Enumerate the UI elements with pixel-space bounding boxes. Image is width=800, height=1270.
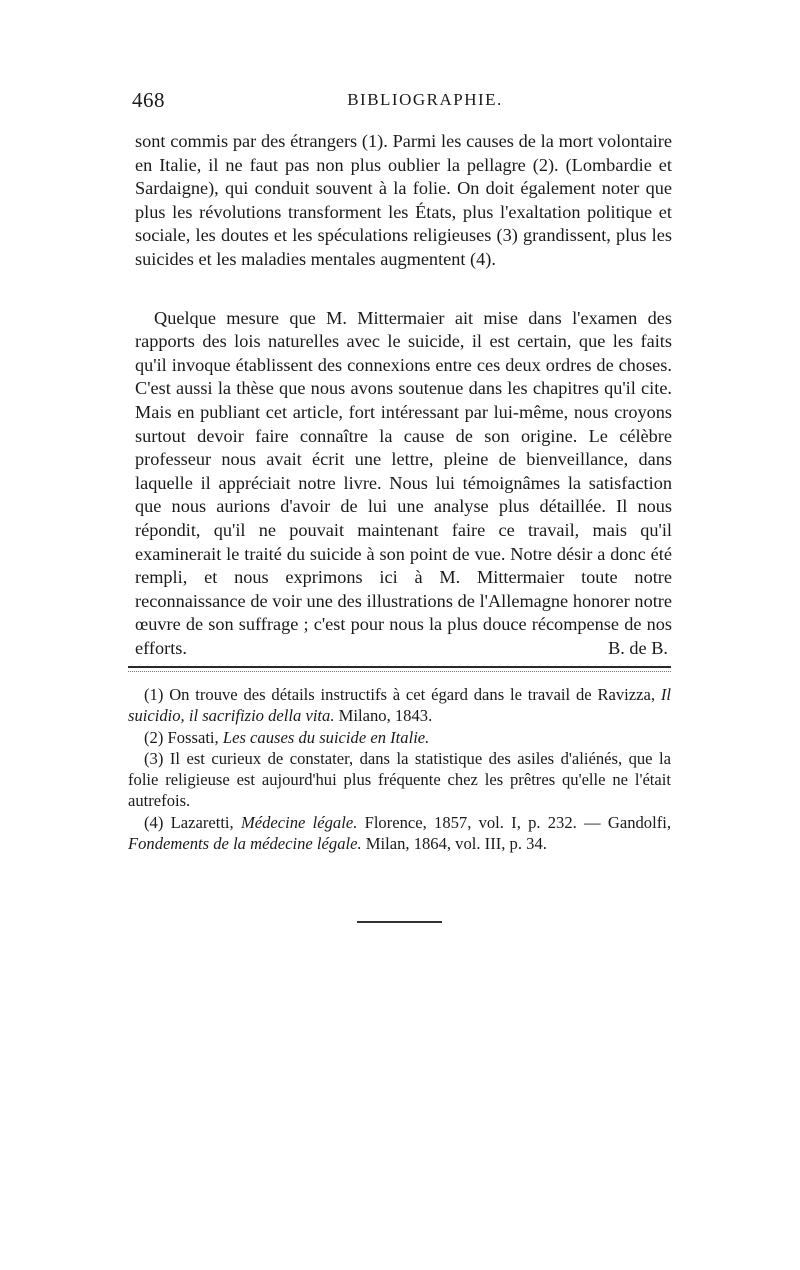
footnote-3-text: Il est curieux de constater, dans la statistique des asiles d'aliénés, que la folie religieuse est aujourd'hui plus fréquente chez les prêtres qu'elle ne l'était autrefois. (128, 748, 671, 811)
footnote-2 (128, 727, 671, 748)
footnote-1 (128, 684, 671, 727)
body-text (135, 130, 672, 660)
paragraph-1: sont commis par des étrangers (1). Parmi les causes de la mort volontaire en Italie, il ne faut pas non plus oublier la pellagre (2). (Lombardie et Sardaigne), qui conduit souvent à la folie. On doit également noter que plus les révolutions transforment les États, plus l'exaltation politique et sociale, les doutes et les spéculations religieuses (3) grandissent, plus les suicides et les maladies mentales augmentent (4). (135, 131, 672, 269)
footnote-4-text-b: Florence, 1857, vol. I, p. 232. — Gandolfi, (364, 812, 671, 832)
footnote-1-marker: (1) (144, 685, 164, 704)
footnote-1-title: Il suicidio, il sacrifizio della vita. (128, 685, 671, 726)
footnote-1-text: On trouve des détails instructifs à cet égard dans le travail de Ravizza, (169, 685, 656, 704)
footnotes (128, 684, 671, 854)
footnote-2-title: Les causes du suicide en Italie. (222, 727, 430, 747)
running-head: BIBLIOGRAPHIE. (347, 90, 503, 109)
footnote-2-marker: (2) (144, 727, 164, 747)
footnote-4 (128, 812, 671, 855)
footnote-4-text-c: Milan, 1864, vol. III, p. 34. (365, 834, 547, 854)
footnote-4-text-a: Lazaretti, (170, 812, 234, 832)
footnote-3-marker: (3) (144, 748, 164, 768)
page-header (130, 88, 670, 118)
page-number: 468 (132, 88, 165, 112)
footnote-separator-thin (128, 671, 671, 672)
end-rule (357, 921, 442, 923)
footnote-2-text: Fossati, (167, 727, 219, 747)
paragraph-2 (135, 307, 672, 661)
footnote-4-title-b: Fondements de la médecine légale. (128, 834, 362, 854)
signature: B. de B. (608, 637, 668, 658)
footnote-1-tail: Milano, 1843. (338, 706, 433, 726)
footnote-4-marker: (4) (144, 812, 164, 832)
footnote-separator (128, 666, 671, 668)
footnote-3 (128, 748, 671, 812)
paragraph-2-text: Quelque mesure que M. Mittermaier ait mise dans l'examen des rapports des lois naturelles avec le suicide, il est certain, que les faits qu'il invoque établissent des connexions entre ces deux ordres de choses. C'est aussi la thèse que nous avons soutenue dans les chapitres qu'il cite. Mais en publiant cet article, fort intéressant par lui-même, nous croyons surtout devoir faire connaître la cause de son origine. Le célèbre professeur nous avait écrit une lettre, pleine de bienveillance, dans laquelle il appréciait notre livre. Nous lui témoignâmes la satisfaction que nous aurions d'avoir de lui une analyse plus détaillée. Il nous répondit, qu'il ne pouvait maintenant faire ce travail, mais qu'il examinerait le traité du suicide à son point de vue. Notre désir a donc été rempli, et nous exprimons ici à M. Mittermaier toute notre reconnaissance de voir une des illustrations de l'Allemagne honorer notre œuvre de son suffrage ; c'est pour nous la plus douce récompense de nos efforts. (135, 307, 672, 658)
footnote-4-title-a: Médecine légale. (240, 812, 358, 832)
